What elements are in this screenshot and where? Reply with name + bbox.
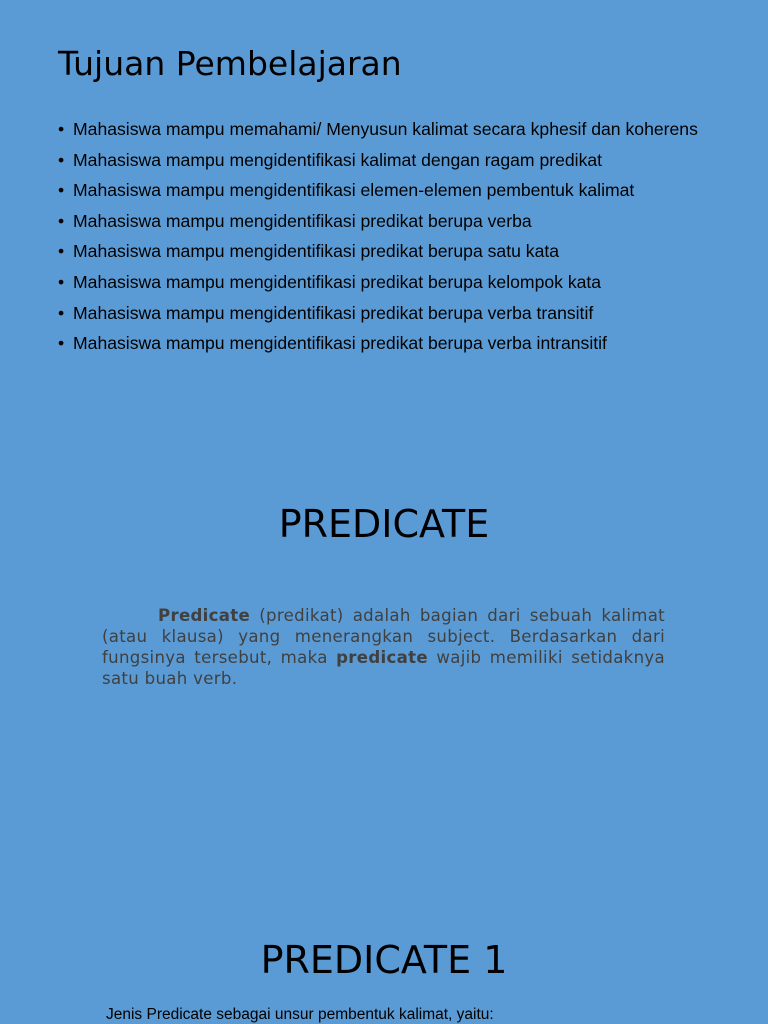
slide-title: PREDICATE 1 bbox=[260, 938, 508, 982]
list-item-text: Mahasiswa mampu mengidentifikasi predikat berupa verba transitif bbox=[73, 302, 594, 323]
list-item bbox=[58, 240, 718, 263]
list-item bbox=[58, 332, 718, 355]
bullet-icon: • bbox=[58, 302, 65, 323]
list-item-text: Mahasiswa mampu mengidentifikasi kalimat dengan ragam predikat bbox=[73, 149, 603, 170]
slide-predicate bbox=[0, 430, 768, 850]
bullet-icon: • bbox=[58, 271, 65, 292]
slide-learning-objectives bbox=[0, 0, 768, 400]
list-item bbox=[58, 149, 718, 172]
list-item bbox=[58, 118, 718, 141]
objectives-list bbox=[58, 118, 718, 363]
bullet-icon: • bbox=[58, 119, 65, 139]
slide-predicate-1 bbox=[0, 900, 768, 1024]
bullet-icon: • bbox=[58, 241, 65, 262]
slide-title: PREDICATE bbox=[278, 502, 490, 546]
list-item-text: Mahasiswa mampu mengidentifikasi predikat berupa kelompok kata bbox=[73, 271, 602, 292]
list-item bbox=[58, 302, 718, 325]
bullet-icon: • bbox=[58, 210, 65, 231]
term-predicate: Predicate bbox=[158, 606, 251, 625]
bullet-icon: • bbox=[58, 180, 65, 201]
bullet-icon: • bbox=[58, 149, 65, 170]
slide-title: Tujuan Pembelajaran bbox=[58, 44, 402, 83]
term-predicate: predicate bbox=[336, 648, 428, 667]
list-item-text: Mahasiswa mampu mengidentifikasi predikat berupa verba intransitif bbox=[73, 333, 607, 354]
list-item bbox=[58, 271, 718, 294]
list-item-text: Mahasiswa mampu memahami/ Menyusun kalimat secara kphesif dan koherens bbox=[73, 119, 698, 139]
list-item bbox=[58, 210, 718, 233]
list-item bbox=[58, 179, 718, 202]
list-item-text: Mahasiswa mampu mengidentifikasi predikat berupa satu kata bbox=[73, 241, 560, 262]
bullet-icon: • bbox=[58, 333, 65, 354]
intro-text: Jenis Predicate sebagai unsur pembentuk kalimat, yaitu: bbox=[106, 1006, 494, 1023]
predicate-definition bbox=[102, 605, 665, 689]
list-item-text: Mahasiswa mampu mengidentifikasi predikat berupa verba bbox=[73, 210, 532, 231]
list-item-text: Mahasiswa mampu mengidentifikasi elemen-elemen pembentuk kalimat bbox=[73, 180, 635, 201]
definition-text: (predikat) adalah bagian dari sebuah kalimat (atau klausa) yang menerangkan subject. Berdasarkan dari fungsinya tersebut, maka bbox=[102, 606, 665, 667]
definition-text: wajib memiliki setidaknya satu buah verb. bbox=[102, 648, 665, 688]
